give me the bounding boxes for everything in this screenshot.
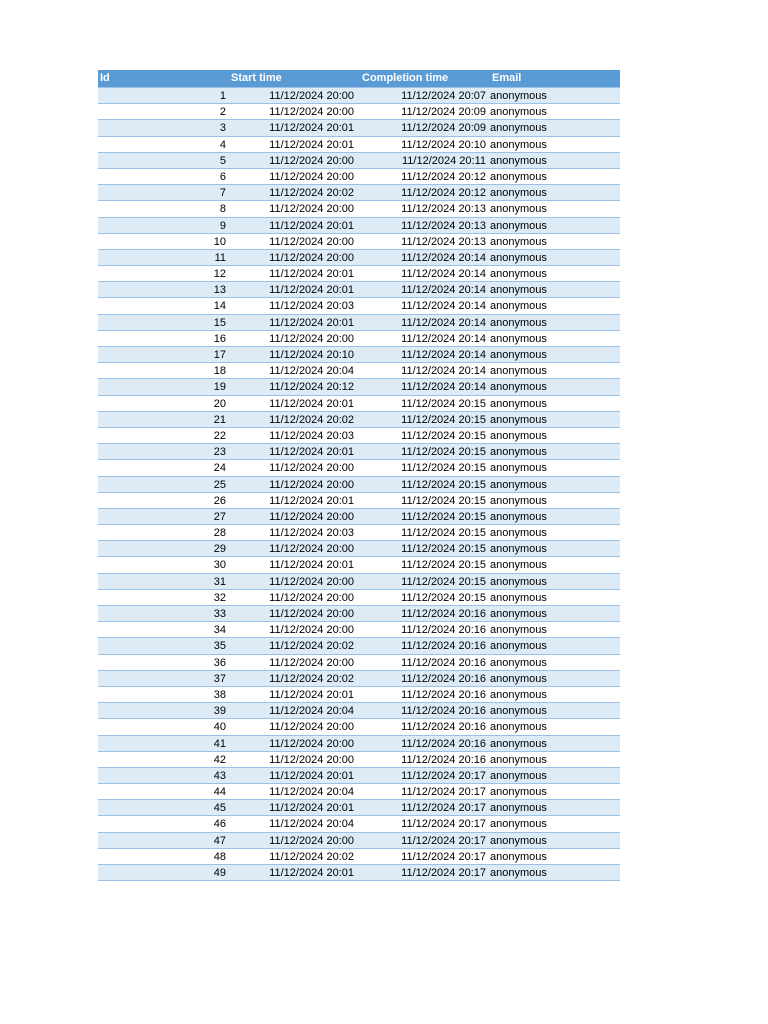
cell-id[interactable]: 37 (213, 672, 226, 685)
cell-completion-time[interactable]: 11/12/2024 20:10 (401, 138, 486, 151)
header-id[interactable]: Id (100, 72, 110, 84)
cell-email[interactable]: anonymous (490, 284, 547, 297)
table-row[interactable] (98, 655, 620, 671)
cell-email[interactable]: anonymous (490, 753, 547, 766)
cell-start-time[interactable]: 11/12/2024 20:04 (269, 818, 354, 831)
table-row[interactable] (98, 444, 620, 460)
table-row[interactable] (98, 185, 620, 201)
table-row[interactable] (98, 671, 620, 687)
table-row[interactable] (98, 541, 620, 557)
cell-email[interactable]: anonymous (490, 867, 547, 879)
cell-id[interactable]: 1 (219, 90, 226, 102)
cell-completion-time[interactable]: 11/12/2024 20:15 (401, 494, 486, 507)
table-row[interactable] (98, 137, 620, 153)
cell-id[interactable]: 36 (213, 656, 226, 669)
cell-start-time[interactable]: 11/12/2024 20:00 (269, 656, 354, 669)
cell-start-time[interactable]: 11/12/2024 20:03 (269, 527, 354, 540)
cell-id[interactable]: 6 (219, 170, 226, 183)
cell-email[interactable]: anonymous (490, 834, 547, 847)
cell-completion-time[interactable]: 11/12/2024 20:16 (401, 656, 486, 669)
cell-id[interactable]: 19 (213, 381, 226, 394)
cell-start-time[interactable]: 11/12/2024 20:00 (269, 591, 354, 604)
cell-start-time[interactable]: 11/12/2024 20:01 (269, 802, 354, 815)
table-row[interactable] (98, 331, 620, 347)
cell-start-time[interactable]: 11/12/2024 20:00 (269, 834, 354, 847)
cell-completion-time[interactable]: 11/12/2024 20:11 (401, 154, 486, 167)
cell-completion-time[interactable]: 11/12/2024 20:15 (401, 429, 486, 442)
cell-start-time[interactable]: 11/12/2024 20:00 (269, 106, 354, 119)
cell-start-time[interactable]: 11/12/2024 20:00 (269, 251, 354, 264)
cell-email[interactable]: anonymous (490, 462, 547, 475)
cell-email[interactable]: anonymous (490, 413, 547, 426)
cell-id[interactable]: 44 (213, 786, 226, 799)
cell-completion-time[interactable]: 11/12/2024 20:16 (401, 688, 486, 701)
table-row[interactable] (98, 460, 620, 476)
cell-start-time[interactable]: 11/12/2024 20:00 (269, 154, 354, 167)
cell-start-time[interactable]: 11/12/2024 20:01 (269, 284, 354, 297)
cell-completion-time[interactable]: 11/12/2024 20:17 (401, 802, 486, 815)
cell-email[interactable]: anonymous (490, 640, 547, 653)
cell-completion-time[interactable]: 11/12/2024 20:16 (401, 721, 486, 734)
cell-email[interactable]: anonymous (490, 818, 547, 831)
cell-email[interactable]: anonymous (490, 138, 547, 151)
cell-email[interactable]: anonymous (490, 575, 547, 588)
cell-completion-time[interactable]: 11/12/2024 20:16 (401, 737, 486, 750)
table-row[interactable] (98, 363, 620, 379)
table-row[interactable] (98, 104, 620, 120)
cell-start-time[interactable]: 11/12/2024 20:02 (269, 640, 354, 653)
cell-id[interactable]: 30 (213, 559, 226, 572)
cell-email[interactable]: anonymous (490, 154, 547, 167)
cell-completion-time[interactable]: 11/12/2024 20:14 (401, 365, 486, 378)
cell-email[interactable]: anonymous (490, 656, 547, 669)
cell-start-time[interactable]: 11/12/2024 20:01 (269, 219, 354, 232)
table-row[interactable] (98, 833, 620, 849)
cell-start-time[interactable]: 11/12/2024 20:00 (269, 753, 354, 766)
cell-id[interactable]: 27 (213, 510, 226, 523)
cell-email[interactable]: anonymous (490, 349, 547, 361)
cell-id[interactable]: 13 (213, 284, 226, 297)
cell-start-time[interactable]: 11/12/2024 20:00 (269, 478, 354, 491)
table-row[interactable] (98, 606, 620, 622)
table-row[interactable] (98, 282, 620, 298)
table-row[interactable] (98, 574, 620, 590)
cell-id[interactable]: 43 (213, 769, 226, 782)
cell-start-time[interactable]: 11/12/2024 20:00 (269, 462, 354, 475)
cell-id[interactable]: 34 (213, 624, 226, 637)
cell-id[interactable]: 2 (219, 106, 226, 119)
cell-id[interactable]: 4 (219, 138, 226, 151)
table-row[interactable] (98, 768, 620, 784)
table-row[interactable] (98, 379, 620, 395)
cell-email[interactable]: anonymous (490, 721, 547, 734)
cell-id[interactable]: 35 (213, 640, 226, 653)
cell-id[interactable]: 45 (213, 802, 226, 815)
cell-completion-time[interactable]: 11/12/2024 20:13 (401, 235, 486, 248)
cell-email[interactable]: anonymous (490, 268, 547, 281)
cell-email[interactable]: anonymous (490, 365, 547, 378)
cell-start-time[interactable]: 11/12/2024 20:00 (269, 737, 354, 750)
table-row[interactable] (98, 703, 620, 719)
cell-completion-time[interactable]: 11/12/2024 20:17 (401, 850, 486, 863)
cell-start-time[interactable]: 11/12/2024 20:00 (269, 170, 354, 183)
cell-completion-time[interactable]: 11/12/2024 20:15 (401, 462, 486, 475)
cell-start-time[interactable]: 11/12/2024 20:00 (269, 510, 354, 523)
cell-start-time[interactable]: 11/12/2024 20:04 (269, 786, 354, 799)
cell-start-time[interactable]: 11/12/2024 20:02 (269, 850, 354, 863)
cell-id[interactable]: 9 (219, 219, 226, 232)
cell-completion-time[interactable]: 11/12/2024 20:15 (401, 413, 486, 426)
cell-start-time[interactable]: 11/12/2024 20:02 (269, 413, 354, 426)
cell-id[interactable]: 20 (213, 397, 226, 410)
cell-start-time[interactable]: 11/12/2024 20:01 (269, 446, 354, 459)
cell-email[interactable]: anonymous (490, 786, 547, 799)
cell-completion-time[interactable]: 11/12/2024 20:15 (401, 559, 486, 572)
cell-id[interactable]: 38 (213, 688, 226, 701)
cell-completion-time[interactable]: 11/12/2024 20:12 (401, 170, 486, 183)
cell-completion-time[interactable]: 11/12/2024 20:17 (401, 834, 486, 847)
table-row[interactable] (98, 120, 620, 136)
cell-start-time[interactable]: 11/12/2024 20:10 (269, 349, 354, 361)
cell-email[interactable]: anonymous (490, 90, 547, 102)
table-header-row (98, 70, 620, 88)
cell-id[interactable]: 31 (213, 575, 226, 588)
cell-email[interactable]: anonymous (490, 397, 547, 410)
cell-id[interactable]: 22 (213, 429, 226, 442)
table-row[interactable] (98, 849, 620, 865)
table-row[interactable] (98, 412, 620, 428)
table-body (98, 88, 620, 881)
cell-email[interactable]: anonymous (490, 850, 547, 863)
cell-id[interactable]: 5 (219, 154, 226, 167)
cell-completion-time[interactable]: 11/12/2024 20:13 (401, 203, 486, 216)
table-row[interactable] (98, 428, 620, 444)
cell-completion-time[interactable]: 11/12/2024 20:14 (401, 251, 486, 264)
cell-completion-time[interactable]: 11/12/2024 20:16 (401, 672, 486, 685)
header-email[interactable]: Email (492, 72, 522, 84)
cell-id[interactable]: 40 (213, 721, 226, 734)
table-row[interactable] (98, 557, 620, 573)
cell-completion-time[interactable]: 11/12/2024 20:17 (401, 786, 486, 799)
cell-completion-time[interactable]: 11/12/2024 20:16 (401, 624, 486, 637)
cell-email[interactable]: anonymous (490, 624, 547, 637)
cell-id[interactable]: 17 (213, 349, 226, 361)
cell-email[interactable]: anonymous (490, 203, 547, 216)
table-row[interactable] (98, 800, 620, 816)
cell-id[interactable]: 3 (219, 122, 226, 135)
cell-email[interactable]: anonymous (490, 478, 547, 491)
cell-start-time[interactable]: 11/12/2024 20:02 (269, 187, 354, 200)
table-row[interactable] (98, 736, 620, 752)
cell-email[interactable]: anonymous (490, 332, 547, 345)
cell-start-time[interactable]: 11/12/2024 20:01 (269, 138, 354, 151)
cell-email[interactable]: anonymous (490, 122, 547, 135)
table-row[interactable] (98, 250, 620, 266)
cell-completion-time[interactable]: 11/12/2024 20:16 (401, 753, 486, 766)
cell-start-time[interactable]: 11/12/2024 20:00 (269, 721, 354, 734)
cell-email[interactable]: anonymous (490, 446, 547, 459)
cell-start-time[interactable]: 11/12/2024 20:03 (269, 300, 354, 313)
table-row[interactable] (98, 88, 620, 104)
cell-id[interactable]: 39 (213, 705, 226, 718)
cell-completion-time[interactable]: 11/12/2024 20:15 (401, 591, 486, 604)
cell-email[interactable]: anonymous (490, 187, 547, 200)
table-row[interactable] (98, 298, 620, 314)
cell-id[interactable]: 10 (213, 235, 226, 248)
table-row[interactable] (98, 234, 620, 250)
cell-completion-time[interactable]: 11/12/2024 20:17 (401, 867, 486, 879)
table-row[interactable] (98, 525, 620, 541)
cell-completion-time[interactable]: 11/12/2024 20:14 (401, 332, 486, 345)
cell-id[interactable]: 23 (213, 446, 226, 459)
cell-id[interactable]: 24 (213, 462, 226, 475)
table-row[interactable] (98, 493, 620, 509)
cell-start-time[interactable]: 11/12/2024 20:01 (269, 316, 354, 329)
cell-start-time[interactable]: 11/12/2024 20:04 (269, 365, 354, 378)
cell-email[interactable]: anonymous (490, 300, 547, 313)
cell-email[interactable]: anonymous (490, 802, 547, 815)
table-row[interactable] (98, 509, 620, 525)
cell-start-time[interactable]: 11/12/2024 20:01 (269, 559, 354, 572)
cell-completion-time[interactable]: 11/12/2024 20:15 (401, 575, 486, 588)
cell-email[interactable]: anonymous (490, 527, 547, 540)
cell-email[interactable]: anonymous (490, 608, 547, 620)
cell-start-time[interactable]: 11/12/2024 20:12 (269, 381, 354, 394)
cell-id[interactable]: 41 (213, 737, 226, 750)
cell-email[interactable]: anonymous (490, 316, 547, 329)
cell-completion-time[interactable]: 11/12/2024 20:14 (401, 300, 486, 313)
cell-id[interactable]: 33 (213, 608, 226, 620)
cell-completion-time[interactable]: 11/12/2024 20:17 (401, 769, 486, 782)
cell-email[interactable]: anonymous (490, 381, 547, 394)
cell-completion-time[interactable]: 11/12/2024 20:13 (401, 219, 486, 232)
cell-start-time[interactable]: 11/12/2024 20:01 (269, 494, 354, 507)
table-row[interactable] (98, 315, 620, 331)
cell-completion-time[interactable]: 11/12/2024 20:15 (401, 397, 486, 410)
cell-start-time[interactable]: 11/12/2024 20:00 (269, 575, 354, 588)
cell-email[interactable]: anonymous (490, 251, 547, 264)
cell-email[interactable]: anonymous (490, 543, 547, 556)
table-row[interactable] (98, 752, 620, 768)
cell-id[interactable]: 15 (213, 316, 226, 329)
cell-id[interactable]: 12 (213, 268, 226, 281)
table-row[interactable] (98, 638, 620, 654)
cell-start-time[interactable]: 11/12/2024 20:00 (269, 90, 354, 102)
cell-start-time[interactable]: 11/12/2024 20:00 (269, 624, 354, 637)
cell-start-time[interactable]: 11/12/2024 20:01 (269, 397, 354, 410)
table-row[interactable] (98, 266, 620, 282)
cell-start-time[interactable]: 11/12/2024 20:00 (269, 235, 354, 248)
cell-id[interactable]: 16 (213, 332, 226, 345)
cell-start-time[interactable]: 11/12/2024 20:04 (269, 705, 354, 718)
cell-start-time[interactable]: 11/12/2024 20:00 (269, 608, 354, 620)
cell-id[interactable]: 21 (213, 413, 226, 426)
cell-email[interactable]: anonymous (490, 106, 547, 119)
table-row[interactable] (98, 816, 620, 832)
cell-start-time[interactable]: 11/12/2024 20:00 (269, 543, 354, 556)
cell-start-time[interactable]: 11/12/2024 20:01 (269, 769, 354, 782)
cell-start-time[interactable]: 11/12/2024 20:03 (269, 429, 354, 442)
cell-email[interactable]: anonymous (490, 219, 547, 232)
cell-completion-time[interactable]: 11/12/2024 20:15 (401, 543, 486, 556)
cell-email[interactable]: anonymous (490, 235, 547, 248)
cell-start-time[interactable]: 11/12/2024 20:00 (269, 332, 354, 345)
cell-completion-time[interactable]: 11/12/2024 20:14 (401, 316, 486, 329)
cell-id[interactable]: 29 (213, 543, 226, 556)
cell-completion-time[interactable]: 11/12/2024 20:16 (401, 608, 486, 620)
cell-id[interactable]: 49 (213, 867, 226, 879)
cell-start-time[interactable]: 11/12/2024 20:01 (269, 867, 354, 879)
cell-id[interactable]: 46 (213, 818, 226, 831)
table-row[interactable] (98, 396, 620, 412)
table-row[interactable] (98, 687, 620, 703)
table-row[interactable] (98, 347, 620, 363)
cell-completion-time[interactable]: 11/12/2024 20:17 (401, 818, 486, 831)
table-row[interactable] (98, 153, 620, 169)
cell-completion-time[interactable]: 11/12/2024 20:12 (401, 187, 486, 200)
cell-completion-time[interactable]: 11/12/2024 20:15 (401, 478, 486, 491)
cell-email[interactable]: anonymous (490, 559, 547, 572)
table-row[interactable] (98, 784, 620, 800)
cell-completion-time[interactable]: 11/12/2024 20:16 (401, 640, 486, 653)
table-row[interactable] (98, 865, 620, 881)
cell-completion-time[interactable]: 11/12/2024 20:14 (401, 268, 486, 281)
cell-email[interactable]: anonymous (490, 510, 547, 523)
cell-id[interactable]: 47 (213, 834, 226, 847)
cell-completion-time[interactable]: 11/12/2024 20:15 (401, 446, 486, 459)
cell-id[interactable]: 11 (214, 251, 226, 264)
header-completion-time[interactable]: Completion time (362, 72, 449, 84)
cell-completion-time[interactable]: 11/12/2024 20:14 (401, 349, 486, 361)
table-row[interactable] (98, 719, 620, 735)
table-row[interactable] (98, 218, 620, 234)
cell-start-time[interactable]: 11/12/2024 20:01 (269, 268, 354, 281)
header-start-time[interactable]: Start time (231, 72, 282, 84)
cell-completion-time[interactable]: 11/12/2024 20:09 (401, 122, 486, 135)
cell-email[interactable]: anonymous (490, 672, 547, 685)
cell-id[interactable]: 26 (213, 494, 226, 507)
cell-start-time[interactable]: 11/12/2024 20:00 (269, 203, 354, 216)
cell-id[interactable]: 28 (213, 527, 226, 540)
table-row[interactable] (98, 201, 620, 217)
table-row[interactable] (98, 622, 620, 638)
table-row[interactable] (98, 169, 620, 185)
table-row[interactable] (98, 477, 620, 493)
data-table (98, 70, 620, 881)
cell-start-time[interactable]: 11/12/2024 20:01 (269, 122, 354, 135)
cell-id[interactable]: 48 (213, 850, 226, 863)
cell-email[interactable]: anonymous (490, 494, 547, 507)
table-row[interactable] (98, 590, 620, 606)
cell-id[interactable]: 18 (213, 365, 226, 378)
cell-id[interactable]: 32 (213, 591, 226, 604)
cell-id[interactable]: 7 (219, 187, 226, 200)
cell-id[interactable]: 25 (213, 478, 226, 491)
cell-email[interactable]: anonymous (490, 769, 547, 782)
cell-email[interactable]: anonymous (490, 705, 547, 718)
cell-email[interactable]: anonymous (490, 688, 547, 701)
cell-completion-time[interactable]: 11/12/2024 20:15 (401, 527, 486, 540)
cell-id[interactable]: 42 (213, 753, 226, 766)
cell-email[interactable]: anonymous (490, 737, 547, 750)
cell-completion-time[interactable]: 11/12/2024 20:14 (401, 381, 486, 394)
cell-start-time[interactable]: 11/12/2024 20:01 (269, 688, 354, 701)
cell-completion-time[interactable]: 11/12/2024 20:16 (401, 705, 486, 718)
cell-completion-time[interactable]: 11/12/2024 20:09 (401, 106, 486, 119)
cell-email[interactable]: anonymous (490, 429, 547, 442)
cell-completion-time[interactable]: 11/12/2024 20:07 (401, 90, 486, 102)
cell-email[interactable]: anonymous (490, 591, 547, 604)
cell-completion-time[interactable]: 11/12/2024 20:14 (401, 284, 486, 297)
cell-completion-time[interactable]: 11/12/2024 20:15 (401, 510, 486, 523)
cell-id[interactable]: 8 (219, 203, 226, 216)
cell-start-time[interactable]: 11/12/2024 20:02 (269, 672, 354, 685)
cell-id[interactable]: 14 (213, 300, 226, 313)
cell-email[interactable]: anonymous (490, 170, 547, 183)
